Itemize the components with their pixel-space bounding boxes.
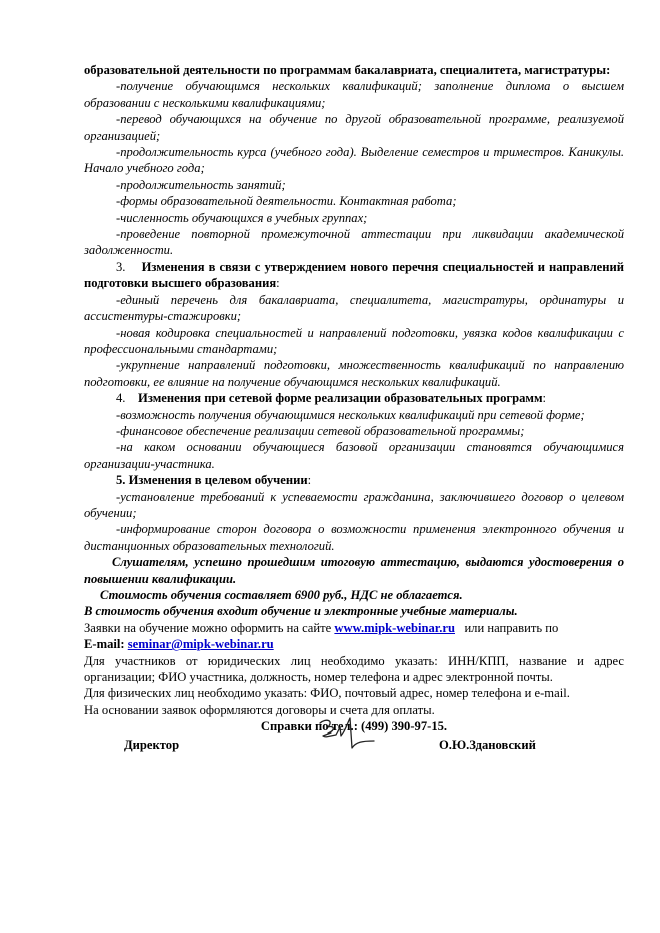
section-title: Изменения при сетевой форме реализации образовательных программ xyxy=(138,391,543,406)
document-page xyxy=(84,62,625,752)
section-colon: : xyxy=(307,473,312,488)
section-4-list xyxy=(84,407,624,473)
intro-heading: образовательной деятельности по программам бакалавриата, специалитета, магистратуры: xyxy=(84,63,611,77)
list-item: -установление требований к успеваемости гражданина, заключившего договор о целевом обучении; xyxy=(84,489,624,520)
section-3-heading xyxy=(84,259,624,292)
list-item: -продолжительность курса (учебного года). Выделение семестров и триместров. Каникулы. Начало учебного года; xyxy=(84,145,624,176)
cost-note: Стоимость обучения составляет 6900 руб., НДС не облагается. xyxy=(100,588,463,602)
list-item: -финансовое обеспечение реализации сетевой образовательной программы; xyxy=(116,423,525,438)
section-4-heading xyxy=(84,390,624,406)
signer-title: Директор xyxy=(124,738,180,752)
list-item: -на каком основании обучающиеся базовой организации становятся обучающимися организации-участника. xyxy=(84,440,624,471)
section-colon: : xyxy=(542,391,547,406)
section-5-list xyxy=(84,489,624,555)
site-link[interactable]: www.mipk-webinar.ru xyxy=(334,620,455,635)
list-item: -получение обучающимся нескольких квалификаций; заполнение диплома о высшем образовании с несколькими квалификациями; xyxy=(84,79,624,110)
phone-line: Справки по тел.: (499) 390-97-15. xyxy=(260,719,448,734)
list-item: -информирование сторон договора о возможности применения электронного обучения и дистанционных образовательных технологий. xyxy=(84,522,624,553)
section-number: 3. xyxy=(116,259,126,274)
section-number: 4. xyxy=(116,391,126,406)
section-title: Изменения в целевом обучении xyxy=(128,473,308,488)
list-item: -продолжительность занятий; xyxy=(116,177,286,192)
email-label: E-mail: xyxy=(84,637,125,652)
signer-name: О.Ю.Здановский xyxy=(439,738,536,752)
apply-line xyxy=(84,620,624,653)
section-5-heading xyxy=(84,472,624,488)
legal-entities-note: Для участников от юридических лиц необходимо указать: ИНН/КПП, название и адрес организации; ФИО участника, должность, номер телефона и адрес электронной почты. xyxy=(84,653,624,685)
includes-note: В стоимость обучения входит обучение и электронные учебные материалы. xyxy=(84,604,518,619)
list-item: -проведение повторной промежуточной аттестации при ликвидации академической задолженности. xyxy=(84,227,624,258)
section-number: 5. xyxy=(116,473,126,488)
section-colon: : xyxy=(276,276,280,291)
list-item: -перевод обучающихся на обучение по другой образовательной программе, реализуемой организацией; xyxy=(84,112,624,143)
list-item: -численность обучающихся в учебных группах; xyxy=(116,210,368,225)
apply-prefix: Заявки на обучение можно оформить на сайте xyxy=(84,620,332,635)
list-item: -новая кодировка специальностей и направлений подготовки, увязка кодов квалификации с профессиональными стандартами; xyxy=(84,325,624,356)
individuals-note: Для физических лиц необходимо указать: ФИО, почтовый адрес, номер телефона и e-mail. xyxy=(84,686,570,701)
section-title: Изменения в связи с утверждением нового перечня специальностей и направлений подготовки высшего образования xyxy=(84,259,625,291)
list-item: -укрупнение направлений подготовки, множественность квалификаций по направлению подготовки, ее влияние на получение обучающимся нескольких квалификаций. xyxy=(84,358,624,389)
handwritten-signature xyxy=(314,714,378,754)
signature-block xyxy=(84,714,624,754)
list-item: -формы образовательной деятельности. Контактная работа; xyxy=(116,194,457,209)
email-link[interactable]: seminar@mipk-webinar.ru xyxy=(127,637,274,652)
list-item: -единый перечень для бакалавриата, специалитета, магистратуры, ординатуры и ассистентуры-стажировки; xyxy=(84,292,624,324)
apply-middle: или направить по xyxy=(464,620,559,635)
contracts-note: На основании заявок оформляются договоры и счета для оплаты. xyxy=(84,702,435,717)
section-3-list xyxy=(84,292,624,390)
list-item: -возможность получения обучающимися нескольких квалификаций при сетевой форме; xyxy=(116,407,585,422)
intro-list xyxy=(84,78,624,258)
certificate-note: Слушателям, успешно прошедшим итоговую аттестацию, выдаются удостоверения о повышении квалификации. xyxy=(84,555,624,586)
